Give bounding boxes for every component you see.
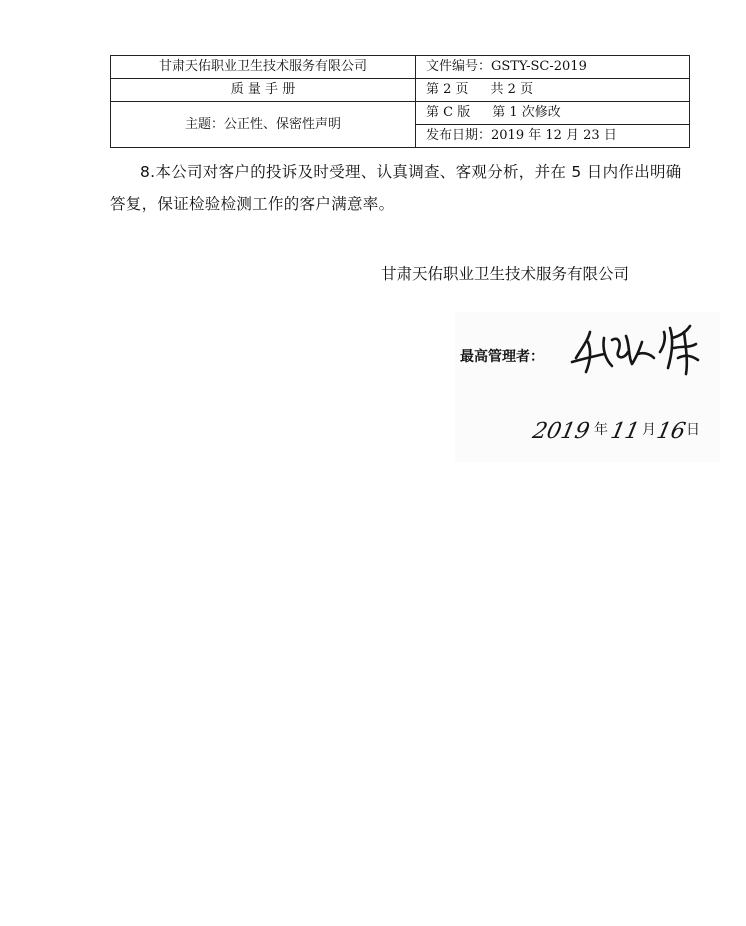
manual-title-cell xyxy=(111,79,416,102)
subject-cell: 主题：公正性、保密性声明 xyxy=(111,102,416,148)
edition-cell xyxy=(416,102,690,125)
handwritten-date xyxy=(530,408,708,458)
handwritten-signature xyxy=(568,318,708,378)
company-name-cell: 甘肃天佑职业卫生技术服务有限公司 xyxy=(111,56,416,79)
day-char: 日 xyxy=(686,422,700,438)
header-row-3 xyxy=(111,102,690,125)
page-info-cell xyxy=(416,79,690,102)
document-header-table xyxy=(110,55,690,148)
clause-8-paragraph: 8.本公司对客户的投诉及时受理、认真调查、客观分析，并在 5 日内作出明确答复，保证检验检测工作的客户满意率。 xyxy=(110,163,682,213)
handwritten-month: 11 xyxy=(608,418,642,444)
handwritten-day: 16 xyxy=(654,418,688,444)
handwritten-year: 2019 xyxy=(530,418,592,444)
issue-date-cell: 发布日期：2019 年 12 月 23 日 xyxy=(416,125,690,148)
manager-label: 最高管理者： xyxy=(460,349,544,365)
year-char: 年 xyxy=(594,422,608,438)
signoff-company: 甘肃天佑职业卫生技术服务有限公司 xyxy=(381,265,630,283)
header-row-2 xyxy=(111,79,690,102)
page-total: 共 2 页 xyxy=(490,82,534,97)
month-char: 月 xyxy=(642,422,656,438)
edition: 第 C 版 xyxy=(426,105,471,120)
page-number: 第 2 页 xyxy=(426,82,469,97)
doc-number-cell: 文件编号：GSTY-SC-2019 xyxy=(416,56,690,79)
revision: 第 1 次修改 xyxy=(492,105,561,120)
header-row-1 xyxy=(111,56,690,79)
manual-title: 质 量 手 册 xyxy=(230,82,296,97)
